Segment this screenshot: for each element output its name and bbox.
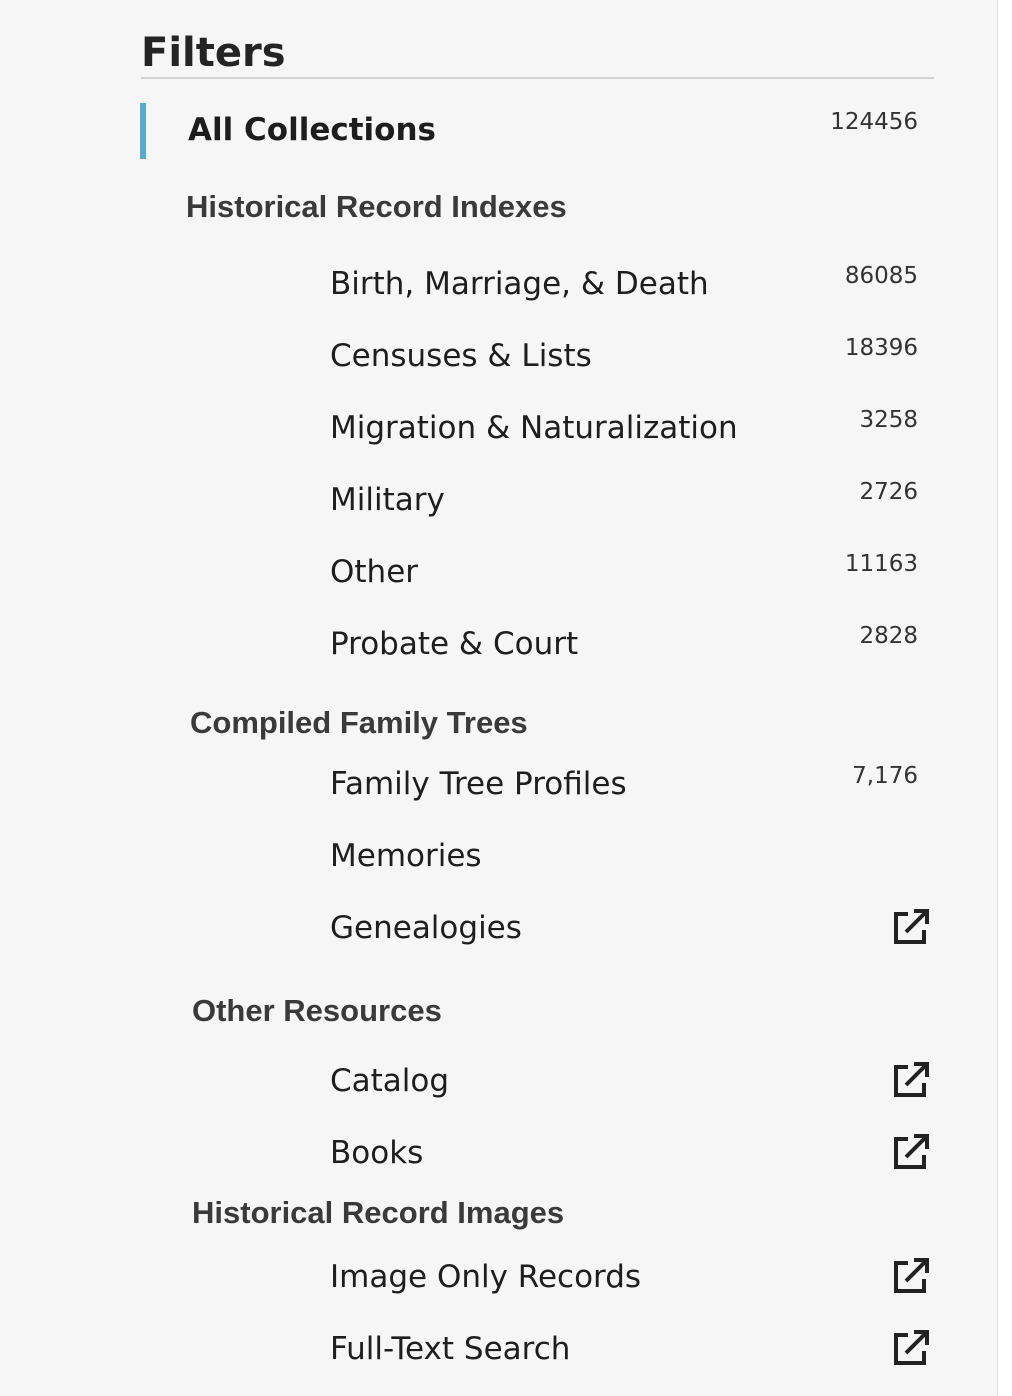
selected-indicator [140, 103, 146, 159]
external-link-icon[interactable] [890, 1131, 932, 1173]
section-historical-record-images: Historical Record Images [192, 1195, 565, 1230]
filter-books[interactable]: Books [330, 1135, 424, 1171]
external-link-icon[interactable] [890, 1059, 932, 1101]
filter-probate-court[interactable]: Probate & Court [330, 626, 579, 662]
section-compiled-family-trees: Compiled Family Trees [190, 705, 528, 740]
section-other-resources: Other Resources [192, 993, 442, 1028]
filter-censuses-lists[interactable]: Censuses & Lists [330, 338, 592, 374]
filter-full-text-search[interactable]: Full-Text Search [330, 1331, 571, 1367]
title-divider [141, 77, 934, 79]
filter-birth-marriage-death[interactable]: Birth, Marriage, & Death [330, 266, 709, 302]
filter-count: 7,176 [852, 763, 918, 789]
filter-memories[interactable]: Memories [330, 838, 482, 874]
filter-count: 18396 [844, 335, 918, 361]
filter-count: 11163 [844, 551, 918, 577]
all-collections-count: 124456 [830, 109, 918, 135]
filter-genealogies[interactable]: Genealogies [330, 910, 522, 946]
filter-image-only-records[interactable]: Image Only Records [330, 1259, 642, 1295]
filter-count: 86085 [844, 263, 918, 289]
filter-other[interactable]: Other [330, 554, 419, 590]
external-link-icon[interactable] [890, 906, 932, 948]
filter-count: 2828 [859, 623, 918, 649]
filter-count: 3258 [859, 407, 918, 433]
filters-title: Filters [141, 30, 286, 76]
filter-all-collections[interactable]: All Collections [188, 112, 436, 148]
section-historical-record-indexes: Historical Record Indexes [186, 189, 567, 224]
filter-military[interactable]: Military [330, 482, 445, 518]
filter-count: 2726 [859, 479, 918, 505]
external-link-icon[interactable] [890, 1255, 932, 1297]
filter-migration-naturalization[interactable]: Migration & Naturalization [330, 410, 738, 446]
filter-catalog[interactable]: Catalog [330, 1063, 450, 1099]
filter-family-tree-profiles[interactable]: Family Tree Profiles [330, 766, 627, 802]
external-link-icon[interactable] [890, 1327, 932, 1369]
